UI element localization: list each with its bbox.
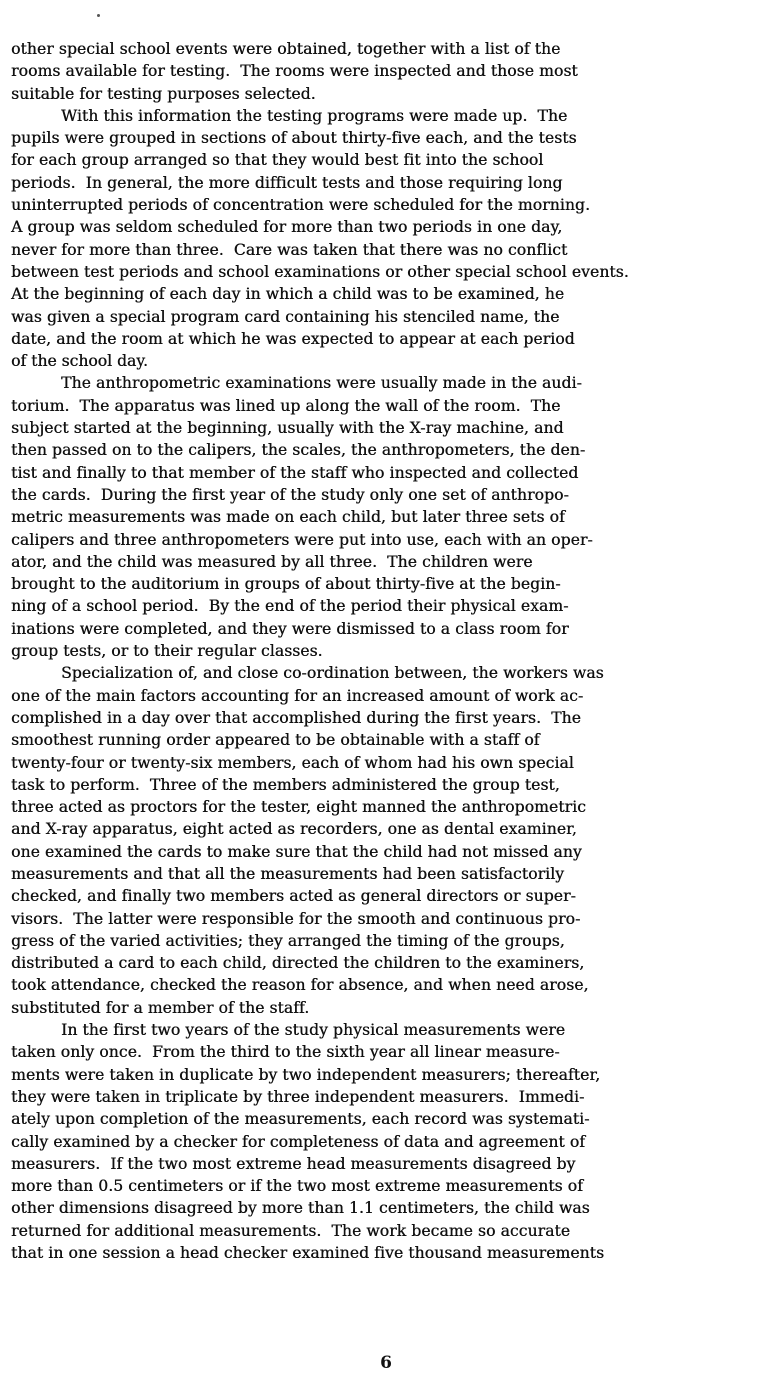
text-line: measurements and that all the measurements had been satisfactorily [11,864,565,883]
text-line: was given a special program card containing his stenciled name, the [11,307,560,326]
text-line: rooms available for testing. The rooms were inspected and those most [11,62,578,81]
text-line: gress of the varied activities; they arranged the timing of the groups, [11,931,565,950]
text-line: never for more than three. Care was taken that there was no conflict [11,240,568,259]
text-line: ately upon completion of the measurements, each record was systemati- [11,1110,590,1129]
text-line: other dimensions disagreed by more than 1.1 centimeters, the child was [11,1199,590,1218]
text-line: inations were completed, and they were dismissed to a class room for [11,619,569,638]
text-line: three acted as proctors for the tester, eight manned the anthropometric [11,798,586,817]
text-line: smoothest running order appeared to be obtainable with a staff of [11,731,540,750]
text-line: and X-ray apparatus, eight acted as recorders, one as dental examiner, [11,820,577,839]
text-line: At the beginning of each day in which a child was to be examined, he [11,285,565,304]
text-line: periods. In general, the more difficult tests and those requiring long [11,173,563,192]
text-line: date, and the room at which he was expected to appear at each period [11,329,575,348]
text-line: that in one session a head checker examined five thousand measurements [11,1244,605,1263]
text-line: uninterrupted periods of concentration were scheduled for the morning. [11,196,591,215]
text-line: The anthropometric examinations were usually made in the audi- [61,374,582,393]
text-line: distributed a card to each child, directed the children to the examiners, [11,954,585,973]
text-line: took attendance, checked the reason for absence, and when need arose, [11,976,589,995]
text-line: torium. The apparatus was lined up along the wall of the room. The [11,396,561,415]
text-line: cally examined by a checker for completeness of data and agreement of [11,1132,586,1151]
text-line: ator, and the child was measured by all three. The children were [11,552,533,571]
text-line: substituted for a member of the staff. [11,998,310,1017]
text-line: pupils were grouped in sections of about thirty-five each, and the tests [11,129,577,148]
text-line: A group was seldom scheduled for more than two periods in one day, [11,218,563,237]
page-number: 6 [380,1353,392,1373]
text-line: complished in a day over that accomplished during the first years. The [11,708,581,727]
text-line: group tests, or to their regular classes. [11,642,323,661]
text-line: tist and finally to that member of the staff who inspected and collected [11,463,579,482]
text-line: Specialization of, and close co-ordination between, the workers was [61,664,604,683]
text-line: of the school day. [11,352,148,371]
text-line: the cards. During the first year of the study only one set of anthropo- [11,485,569,504]
paragraph [11,105,771,373]
text-line: other special school events were obtained, together with a list of the [11,40,561,58]
text-line: suitable for testing purposes selected. [11,84,316,103]
body-text [11,38,771,1264]
text-line: checked, and finally two members acted as general directors or super- [11,887,576,906]
text-line: more than 0.5 centimeters or if the two most extreme measurements of [11,1177,583,1196]
text-line: twenty-four or twenty-six members, each of whom had his own special [11,753,574,772]
text-line: returned for additional measurements. The work became so accurate [11,1221,571,1240]
text-line: between test periods and school examinations or other special school events. [11,262,629,281]
text-line: task to perform. Three of the members administered the group test, [11,775,560,794]
text-line: ning of a school period. By the end of the period their physical exam- [11,597,569,616]
text-line: visors. The latter were responsible for the smooth and continuous pro- [11,909,581,928]
text-line: measurers. If the two most extreme head measurements disagreed by [11,1154,576,1173]
text-line: they were taken in triplicate by three independent measurers. Immedi- [11,1087,585,1106]
text-line: metric measurements was made on each child, but later three sets of [11,508,565,527]
paragraph [11,372,771,662]
text-line: calipers and three anthropometers were put into use, each with an oper- [11,530,593,549]
text-line: With this information the testing programs were made up. The [61,106,568,125]
paragraph [11,662,771,1019]
text-line: subject started at the beginning, usually with the X-ray machine, and [11,419,564,438]
text-line: then passed on to the calipers, the scales, the anthropometers, the den- [11,441,586,460]
text-line: taken only once. From the third to the sixth year all linear measure- [11,1043,560,1062]
text-line: brought to the auditorium in groups of about thirty-five at the begin- [11,575,561,594]
text-line: In the first two years of the study physical measurements were [61,1021,566,1040]
scan-speck [97,14,100,17]
text-line: one of the main factors accounting for an increased amount of work ac- [11,686,584,705]
text-line: for each group arranged so that they would best fit into the school [11,151,544,170]
text-line: ments were taken in duplicate by two independent measurers; thereafter, [11,1065,601,1084]
text-line: one examined the cards to make sure that the child had not missed any [11,842,582,861]
paragraph [11,38,771,105]
paragraph [11,1019,771,1264]
